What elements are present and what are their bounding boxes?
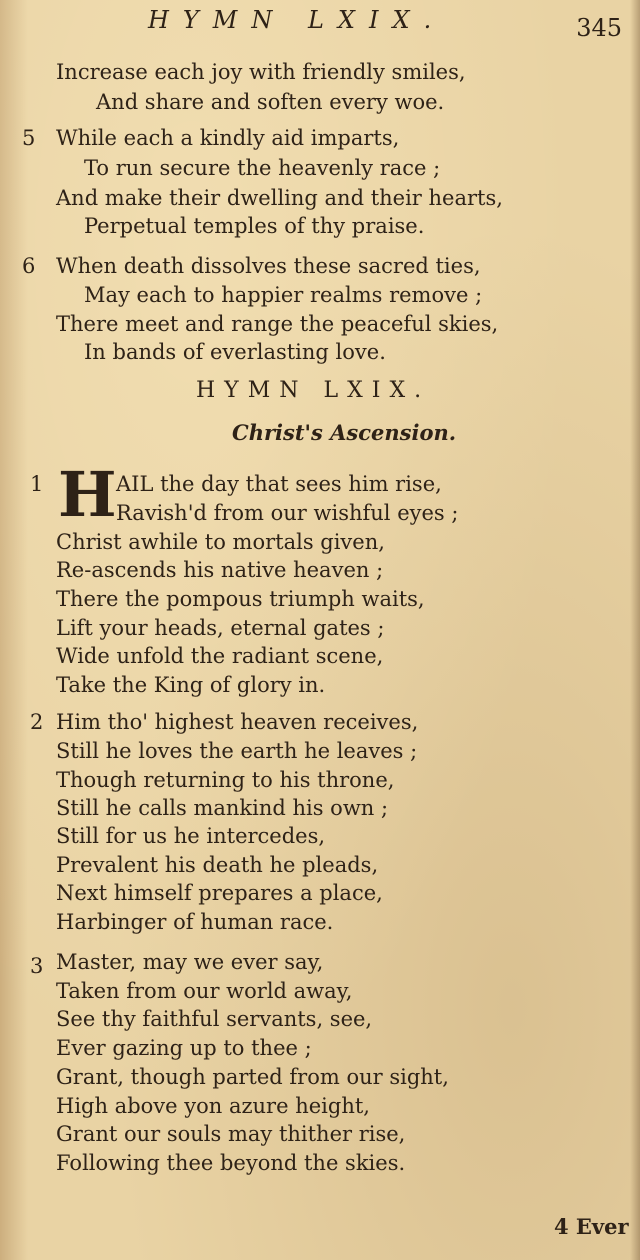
verse-line: While each a kindly aid imparts,	[56, 126, 400, 150]
verse-line: Still for us he intercedes,	[56, 824, 326, 848]
verse-line: When death dissolves these sacred ties,	[56, 254, 481, 278]
verse-line: Though returning to his throne,	[56, 768, 395, 792]
verse-line: Increase each joy with friendly smiles,	[56, 60, 466, 84]
verse-line: To run secure the heavenly race ;	[84, 156, 441, 180]
verse-line: And make their dwelling and their hearts,	[56, 186, 503, 210]
verse-line: AIL the day that sees him rise,	[116, 472, 442, 496]
verse-line: Wide unfold the radiant scene,	[56, 644, 384, 668]
verse-line: Next himself prepares a place,	[56, 881, 383, 905]
verse-line: Ravish'd from our wishful eyes ;	[116, 501, 459, 525]
verse-line: Ever gazing up to thee ;	[56, 1036, 312, 1060]
verse-line: High above yon azure height,	[56, 1094, 370, 1118]
verse-line: May each to happier realms remove ;	[84, 283, 483, 307]
page-number: 345	[576, 14, 622, 42]
stanza-number: 2	[30, 710, 44, 734]
verse-line: Re-ascends his native heaven ;	[56, 558, 384, 582]
verse-line: Take the King of glory in.	[56, 673, 326, 697]
stanza-number: 6	[22, 254, 36, 278]
verse-line: Grant, though parted from our sight,	[56, 1065, 449, 1089]
verse-line: In bands of everlasting love.	[84, 340, 386, 364]
verse-line: And share and soften every woe.	[96, 90, 445, 114]
verse-line: Lift your heads, eternal gates ;	[56, 616, 385, 640]
hymn-subtitle: Christ's Ascension.	[232, 420, 457, 445]
verse-line: There meet and range the peaceful skies,	[56, 312, 499, 336]
verse-line: Master, may we ever say,	[56, 950, 324, 974]
running-head: HYMN LXIX.	[148, 6, 446, 34]
verse-line: There the pompous triumph waits,	[56, 587, 425, 611]
drop-cap: H	[58, 458, 117, 531]
verse-line: Harbinger of human race.	[56, 910, 334, 934]
verse-line: Following thee beyond the skies.	[56, 1151, 406, 1175]
stanza-number: 5	[22, 126, 36, 150]
hymn-title: HYMN LXIX.	[196, 378, 431, 403]
verse-line: Taken from our world away,	[56, 979, 353, 1003]
catchword: 4 Ever	[554, 1214, 629, 1239]
verse-line: Christ awhile to mortals given,	[56, 530, 385, 554]
verse-line: Grant our souls may thither rise,	[56, 1122, 406, 1146]
verse-line: Him tho' highest heaven receives,	[56, 710, 419, 734]
stanza-number: 1	[30, 472, 44, 496]
stanza-number: 3	[30, 954, 44, 978]
verse-line: Still he calls mankind his own ;	[56, 796, 389, 820]
verse-line: Perpetual temples of thy praise.	[84, 214, 425, 238]
verse-line: See thy faithful servants, see,	[56, 1007, 373, 1031]
page-edge-shadow	[630, 0, 640, 1260]
verse-line: Prevalent his death he pleads,	[56, 853, 379, 877]
verse-line: Still he loves the earth he leaves ;	[56, 739, 418, 763]
